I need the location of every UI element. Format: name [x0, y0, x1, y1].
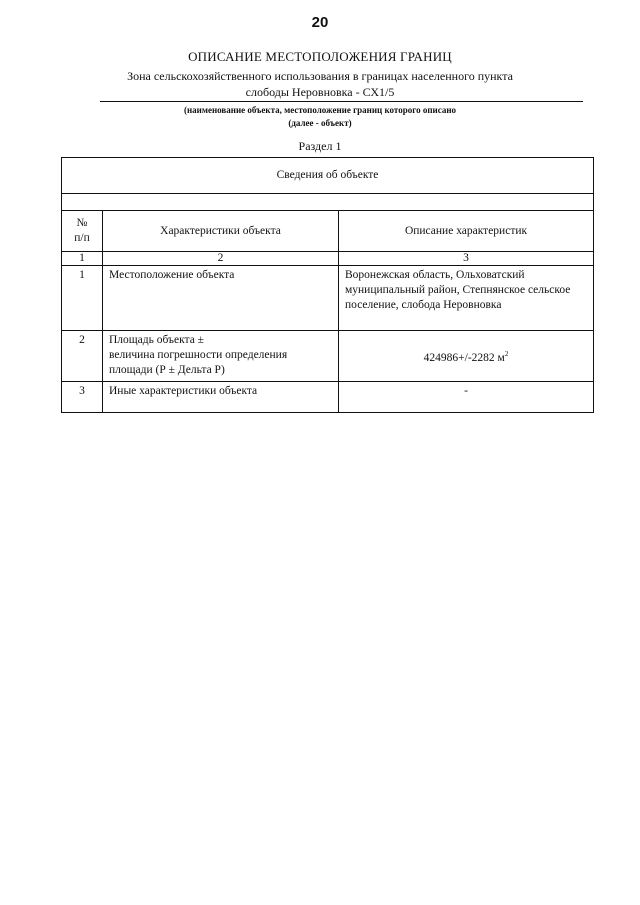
row-description: - [339, 382, 594, 413]
zone-name [90, 68, 550, 100]
column-header-number-line-2: п/п [74, 232, 90, 244]
document-title: ОПИСАНИЕ МЕСТОПОЛОЖЕНИЯ ГРАНИЦ [188, 49, 452, 64]
section-title: Раздел 1 [298, 139, 342, 153]
column-index: 2 [103, 252, 339, 266]
row-description [339, 331, 594, 382]
column-header-number-line-1: № [76, 217, 88, 229]
object-caption-line-2: (далее - объект) [288, 118, 352, 128]
table-row [62, 266, 594, 331]
page-number: 20 [311, 14, 329, 31]
table-row [62, 382, 594, 413]
table-heading-row [62, 158, 594, 194]
row-description: Воронежская область, Ольховатский муниципальный район, Степнянское сельское поселение, слобода Неровновка [339, 266, 594, 331]
table-spacer-cell [62, 194, 594, 211]
object-info-table [61, 157, 594, 413]
zone-name-line-1: Зона сельскохозяйственного использования в границах населенного пункта [127, 69, 513, 83]
area-value: 424986+/-2282 м [423, 351, 505, 364]
row-number: 3 [62, 382, 103, 413]
table-spacer-row [62, 194, 594, 211]
column-header-description: Описание характеристик [339, 211, 594, 252]
zone-name-line-2: слободы Неровновка - СХ1/5 [245, 85, 395, 99]
row-characteristic: Иные характеристики объекта [103, 382, 339, 413]
column-index: 3 [339, 252, 594, 266]
column-index: 1 [62, 252, 103, 266]
row-characteristic-line-1: Площадь объекта ± [109, 334, 204, 346]
row-number: 2 [62, 331, 103, 382]
column-header-characteristics: Характеристики объекта [103, 211, 339, 252]
row-characteristic: Местоположение объекта [103, 266, 339, 331]
title-underline [100, 101, 583, 102]
row-characteristic-line-2: величина погрешности определения площади (Р ± Дельта Р) [109, 349, 288, 376]
row-number: 1 [62, 266, 103, 331]
column-header-number [62, 211, 103, 252]
table-column-header-row [62, 211, 594, 252]
table-row [62, 331, 594, 382]
table-column-index-row [62, 252, 594, 266]
table-heading: Сведения об объекте [62, 158, 594, 194]
row-characteristic [103, 331, 339, 382]
object-caption [0, 104, 640, 130]
area-unit-superscript: 2 [504, 349, 509, 358]
object-caption-line-1: (наименование объекта, местоположение границ которого описано [183, 105, 457, 115]
